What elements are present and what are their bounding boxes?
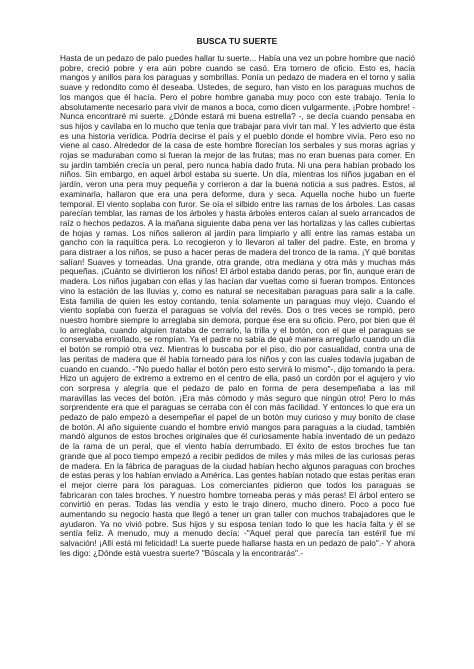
document-body xyxy=(60,54,415,559)
story-paragraph: Hasta de un pedazo de palo puedes hallar tu suerte... Había una vez un pobre hombre que nació pobre, creció pobre y era aún pobre cuando se casó. Era tornero de oficio. Esto es, hacía mangos y anillos para los paraguas y sombrillas. Ponía un pedazo de madera en el torno y salía suave y redondito como él deseaba. Ustedes, de seguro, han visto en los paraguas muchos de los mangos que él hacía. Pero el pobre hombre ganaba muy poco con este trabajo. Tenía lo absolutamente necesario para vivir de manos a boca, como dicen vulgarmente. ¡Pobre hombre! -Nunca encontraré mi suerte. ¿Dónde estará mi buena estrella? -, se decía cuando pensaba en sus hijos y cavilaba en lo mucho que tenía que trabajar para vivir tan mal. Y les advierto que ésta es una historia verídica. Podría decirse el país y el pueblo donde el hombre vivía. Pero eso no viene al caso. Alrededor de la casa de este hombre florecían los serbales y sus moras agrias y rojas se maduraban como si fueran la mejor de las frutas; mas no eran buenas para comer. En su jardín también crecía un peral, pero nunca había dado fruta. Ni una pera habían probado los niños. Sin embargo, en aquel árbol estaba su suerte. Un día, mientras los niños jugaban en el jardín, veron una pera muy pequeña y corrieron a dar la buena noticia a sus padres. Estos, al examinarla, hallaron que era una pera deforme, dura y seca. Aquella noche hubo un fuerte temporal. El viento soplaba con furor. Se oía el silbido entre las ramas de los árboles. Las casas parecían temblar, las ramas de los árboles y hasta árboles enteros caían al suelo arrancados de raíz o hechos pedazos. A la mañana siguiente daba pena ver las hortalizas y las calles cubiertas de hojas y ramas. Los niños salieron al jardín para limpiarlo y allí entre las ramas estaba un gancho con la raquítica pera. Lo recogieron y lo llevaron al taller del padre. Este, en broma y para distraer a los niños, se puso a hacer peras de madera del tronco de la rama. ¡Y qué bonitas salían! Suaves y torneadas. Una grande, otra grande, otra mediana y otra más y muchas más pequeñas. ¡Cuánto se divirtieron los niños! El árbol estaba dando peras, por fin, aunque eran de madera. Los niños jugaban con ellas y las hacían dar vueltas como si fueran trompos. Entonces vino la estación de las lluvias y, como es natural se necesitaban paraguas para salir a la calle. Esta familia de quien les estoy contando, tenía solamente un paraguas muy viejo. Cuando el viento soplaba con fuerza el paraguas se volvía del revés. Dos o tres veces se rompió, pero nuestro hombre siempre lo arreglaba sin demora, porque ése era su oficio. Pero, por bien que él lo arreglaba, cuando alguien trataba de cerrarlo, la trilla y el botón, con el que el paraguas se conservaba enrollado, se rompían. Ya el padre no sabía de qué manera arreglarlo cuando un día el botón se rompió otra vez. Mientras lo buscaba por el piso, dio por casualidad, contra una de las peritas de madera que él había torneado para los niños y con las cuales todavía jugaban de cuando en cuando. -"No puedo hallar el botón pero esto servirá lo mismo"-, dijo tomando la pera. Hizo un agujero de extremo a extremo en el centro de ella, pasó un cordón por el agujero y vio con sorpresa y alegría que el pedazo de palo en forma de pera desempeñaba a las mil maravillas las veces del botón. ¡Era más cómodo y más seguro que ningún otro! Pero lo más sorprendente era que el paraguas se cerraba con él con más facilidad. Y entonces lo que era un pedazo de palo empezó a desempeñar el papel de un botón muy curioso y muy bonito de clase de botón. Al año siguiente cuando el hombre envió mangos para paraguas a la ciudad, también mandó algunos de estos broches originales que él curiosamente había inventado de un pedazo de la rama de un peral, que el viento había derrumbado. El éxito de estos broches fue tan grande que al poco tiempo empezó a recibir pedidos de miles y más miles de las curiosas peras de madera. En la fábrica de paraguas de la ciudad habían hecho algunos paraguas con broches de estas peras y los habían enviado a América. Las gentes habían notado que estas peritas eran el mejor cierre para los paraguas. Los comerciantes pidieron que todos los paraguas se fabricaran con tales broches. Y nuestro hombre torneaba peras y más peras! El árbol entero se convirtió en peras. Todas las vendía y esto le trajo dinero, mucho dinero. Poco a poco fue aumentando su negocio hasta que llegó a tener un gran taller con muchos trabajadores que le ayudaron. Ya no vivió pobre. Sus hijos y su esposa tenían todo lo que les hacía falta y él se sentía feliz. A menudo, muy a menudo decía: -"Aquel peral que parecía tan estéril fue mi salvación! ¡Allí está mi felicidad! La suerte puede hallarse hasta en un pedazo de palo".- Y ahora les digo: ¿Dónde está vuestra suerte? "Búscala y la encontrarás".- xyxy=(60,54,415,558)
document-title: BUSCA TU SUERTE xyxy=(196,36,278,46)
